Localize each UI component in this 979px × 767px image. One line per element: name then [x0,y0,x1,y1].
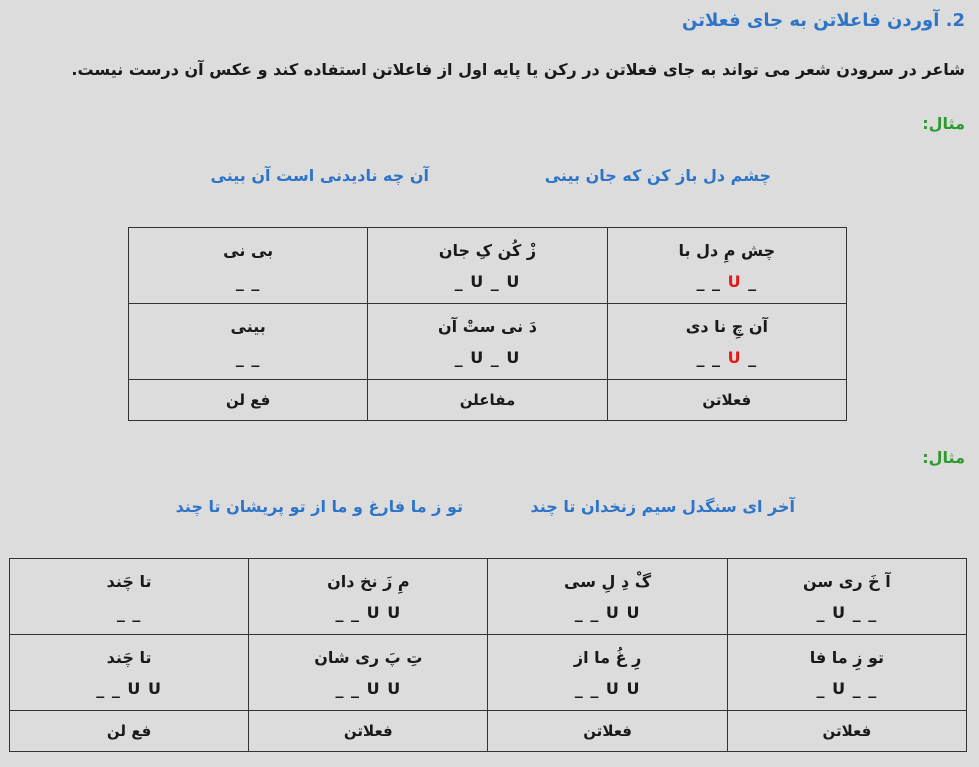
table-row-feet [10,711,967,752]
table-row [10,635,967,711]
verse-hemistich-second: آن چه نادیدنی است آن بینی [210,166,429,185]
verse-hemistich-second: تو ز ما فارغ و ما از تو پریشان تا چند [175,497,463,516]
syllables-text: دَ نی ستْ آن [438,316,537,336]
meter-pattern: _ U _ U [454,347,521,367]
table-row-feet [129,380,847,421]
syllables-text: رِ غُ ما از [573,647,642,667]
meter-pattern: _ _ [235,271,261,291]
syllables-text: بی نی [223,240,274,260]
meter-pattern: _ _ U U [335,678,402,698]
foot-cell: فعلاتن [607,380,846,421]
table-row [129,304,847,380]
table-row [10,559,967,635]
table-cell [727,635,966,711]
long-syllable-marker: U [727,271,742,291]
meter-pattern: _ U _ U [454,271,521,291]
table-cell [249,559,488,635]
meter-pattern: _ _ [235,347,261,367]
meter-pattern: _ _ U U [574,678,641,698]
table-cell [129,304,368,380]
verse-hemistich-first: چشم دل باز کن که جان بینی [544,166,771,185]
table-cell [10,559,249,635]
meter-pattern: _ U _ _ [816,678,878,698]
table-cell [368,228,607,304]
table-cell [488,635,727,711]
syllables-text: گْ دِ لِ سی [564,571,652,591]
section-heading: 2. آوردن فاعلاتن به جای فعلاتن [682,10,965,31]
table-cell [10,635,249,711]
verse-hemistich-first: آخر ای سنگدل سیم زنخدان تا چند [530,497,795,516]
meter-pattern: _ _ U U [96,678,162,698]
foot-cell: فعلاتن [727,711,966,752]
meter-pattern: _ _ [116,602,142,622]
foot-cell: فعلاتن [488,711,727,752]
scansion-table-1 [128,227,847,421]
foot-cell: فعلاتن [249,711,488,752]
syllables-text: بینی [230,316,266,336]
table-cell [727,559,966,635]
table-cell [607,228,846,304]
syllables-text: زْ کُن کِ جان [438,240,537,260]
table-cell [368,304,607,380]
syllables-text: آن چِ نا دی [685,316,768,336]
syllables-text: تو زِ ما فا [809,647,885,667]
foot-cell: فع لن [10,711,249,752]
syllables-text: آ خَ ری سن [803,571,891,591]
table-row [129,228,847,304]
table-cell [129,228,368,304]
foot-cell: مفاعلن [368,380,607,421]
meter-pattern: _ _ U U [335,602,402,622]
meter-pattern: _ _ U U [574,602,641,622]
syllables-text: چش مِ دل با [678,240,776,260]
example-label: مثال: [922,448,965,467]
table-cell [488,559,727,635]
syllables-text: تا چَند [106,647,152,667]
foot-cell: فع لن [129,380,368,421]
example-label: مثال: [922,114,965,133]
table-cell [607,304,846,380]
scansion-table-2 [9,558,967,752]
meter-pattern: _ _ U _ [696,271,758,291]
syllables-text: مِ زَ نخ دان [327,571,410,591]
syllables-text: تِ پَ ری شان [314,647,423,667]
syllables-text: تا چَند [106,571,152,591]
long-syllable-marker: U [727,347,742,367]
intro-paragraph: شاعر در سرودن شعر می تواند به جای فعلاتن در رکن یا پایه اول از فاعلاتن استفاده کند و عکس آن درست نیست. [71,60,965,79]
table-cell [249,635,488,711]
meter-pattern: _ _ U _ [696,347,758,367]
meter-pattern: _ U _ _ [816,602,878,622]
